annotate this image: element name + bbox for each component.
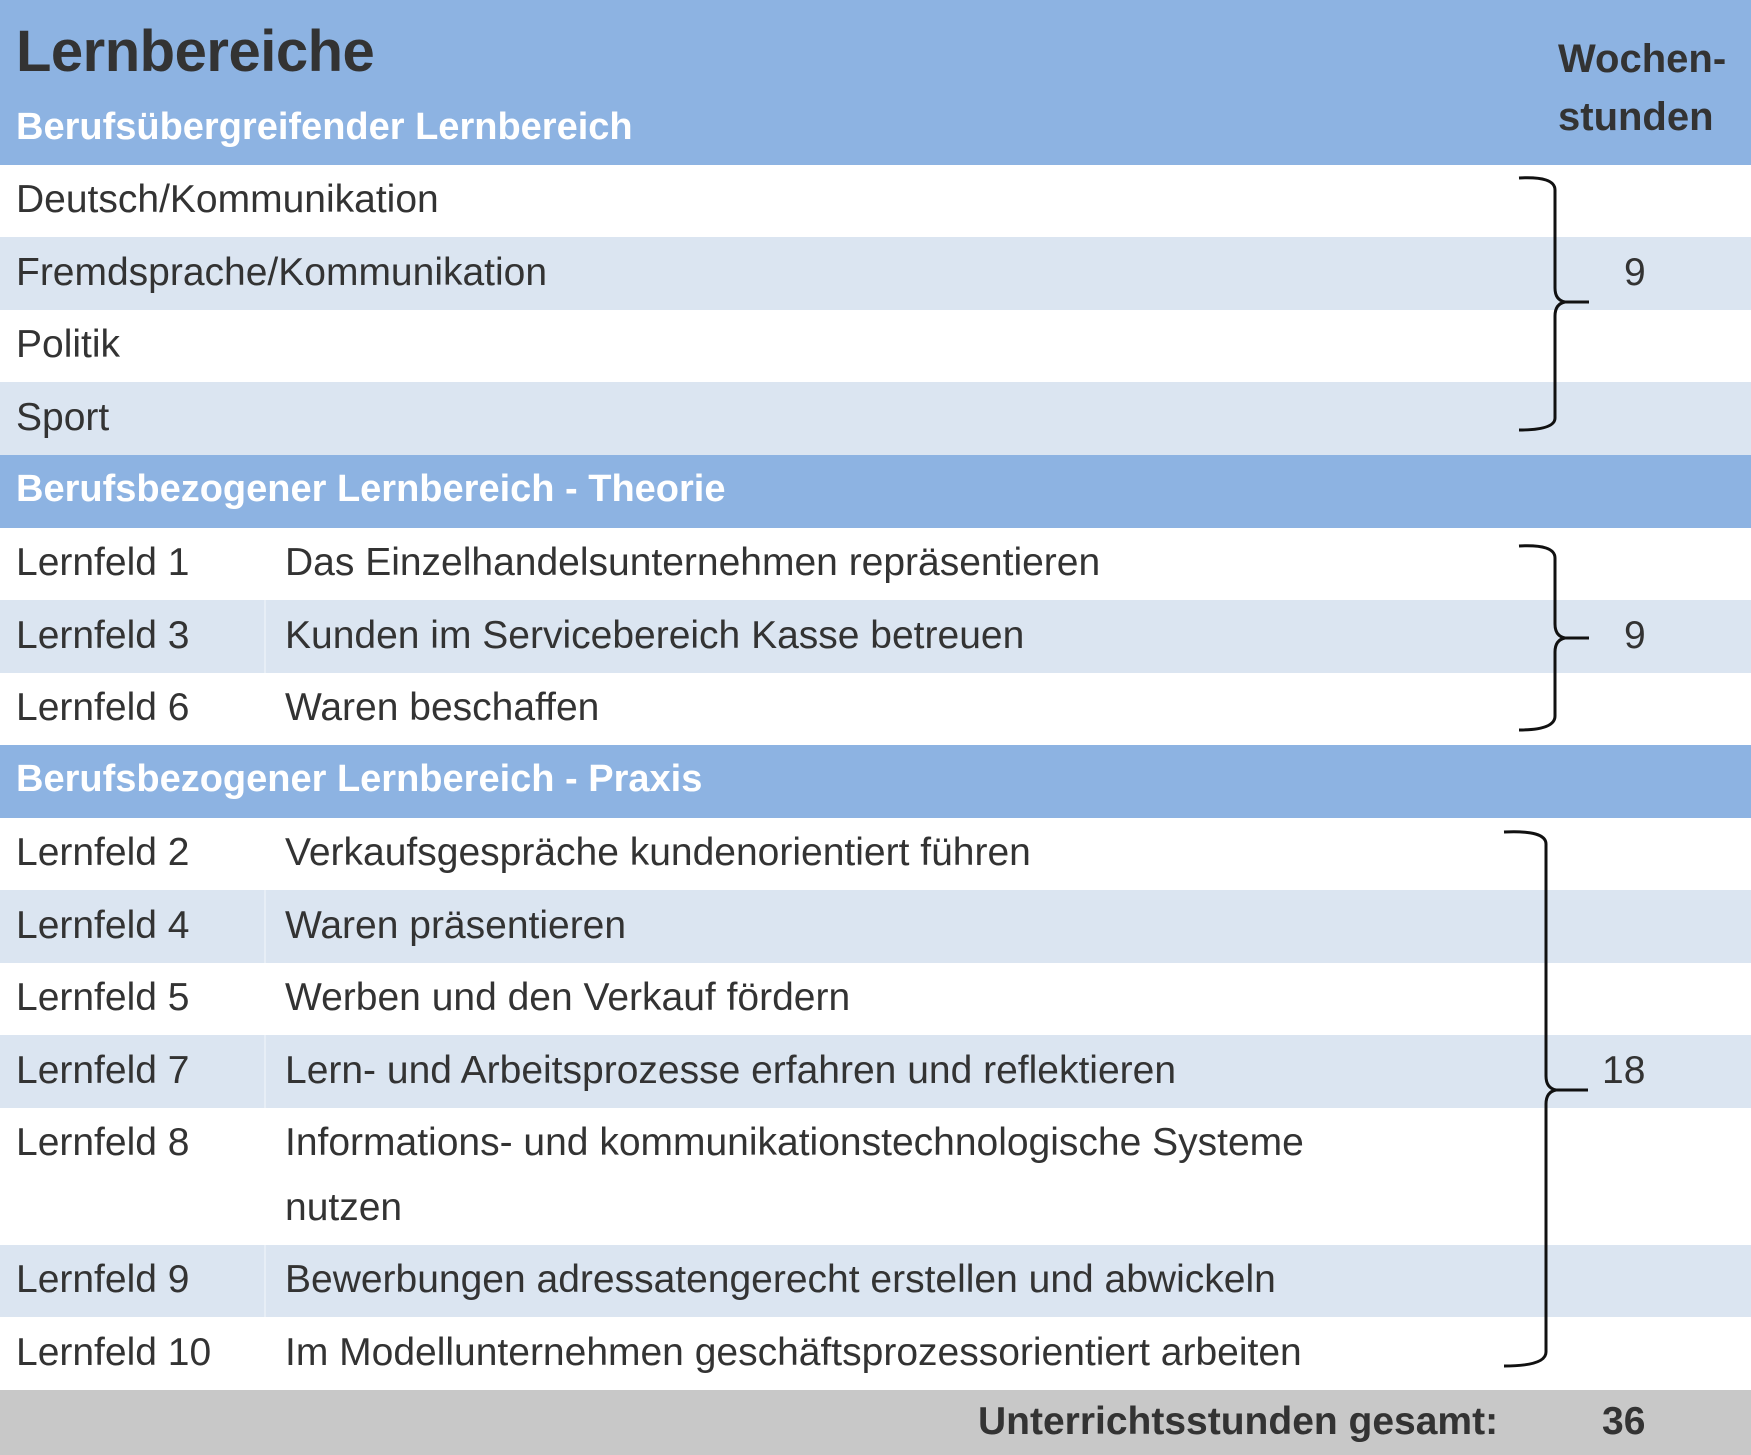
field-label: Das Einzelhandelsunternehmen repräsentieren (285, 541, 1101, 584)
column-divider (264, 600, 266, 673)
column-divider (264, 890, 266, 963)
section-title-theory: Berufsbezogener Lernbereich - Theorie (16, 468, 726, 510)
field-label: Lern- und Arbeitsprozesse erfahren und reflektieren (285, 1049, 1177, 1092)
field-number: Lernfeld 8 (16, 1121, 190, 1164)
total-label: Unterrichtsstunden gesamt: (978, 1400, 1499, 1443)
column-divider (264, 1035, 266, 1108)
total-value: 36 (1602, 1400, 1646, 1443)
brace-icon (1515, 176, 1595, 434)
subject-label: Sport (16, 396, 110, 439)
field-number: Lernfeld 10 (16, 1331, 212, 1374)
field-number: Lernfeld 5 (16, 976, 190, 1019)
field-label: Waren präsentieren (285, 904, 627, 947)
field-label: Informations- und kommunikationstechnologische Systeme (285, 1121, 1304, 1164)
hours-header-line1: Wochen- (1558, 37, 1727, 81)
field-label-continued: nutzen (285, 1186, 403, 1229)
field-number: Lernfeld 6 (16, 686, 190, 729)
section-title-general: Berufsübergreifender Lernbereich (16, 106, 633, 148)
hours-value: 18 (1602, 1049, 1646, 1092)
field-number: Lernfeld 7 (16, 1049, 190, 1092)
table-row (0, 963, 1751, 1035)
hours-value: 9 (1624, 614, 1646, 657)
field-label: Kunden im Servicebereich Kasse betreuen (285, 614, 1025, 657)
field-number: Lernfeld 2 (16, 831, 190, 874)
hours-column-header (1558, 30, 1726, 146)
page-title: Lernbereiche (16, 19, 375, 84)
brace-icon (1515, 544, 1595, 734)
field-label: Im Modellunternehmen geschäftsprozessorientiert arbeiten (285, 1331, 1302, 1374)
hours-value: 9 (1624, 251, 1646, 294)
field-number: Lernfeld 3 (16, 614, 190, 657)
field-number: Lernfeld 9 (16, 1258, 190, 1301)
section-title-practice: Berufsbezogener Lernbereich - Praxis (16, 758, 703, 800)
subject-label: Fremdsprache/Kommunikation (16, 251, 548, 294)
subject-label: Deutsch/Kommunikation (16, 178, 439, 221)
table-row (0, 310, 1751, 382)
field-label: Bewerbungen adressatengerecht erstellen und abwickeln (285, 1258, 1276, 1301)
subject-label: Politik (16, 323, 121, 366)
table-row (0, 382, 1751, 455)
field-number: Lernfeld 4 (16, 904, 190, 947)
field-number: Lernfeld 1 (16, 541, 190, 584)
table-row (0, 673, 1751, 745)
field-label: Verkaufsgespräche kundenorientiert führen (285, 831, 1031, 874)
table-row (0, 890, 1751, 963)
field-label: Werben und den Verkauf fördern (285, 976, 851, 1019)
column-divider (264, 1245, 266, 1317)
hours-header-line2: stunden (1558, 95, 1714, 139)
brace-icon (1500, 830, 1590, 1370)
field-label: Waren beschaffen (285, 686, 600, 729)
